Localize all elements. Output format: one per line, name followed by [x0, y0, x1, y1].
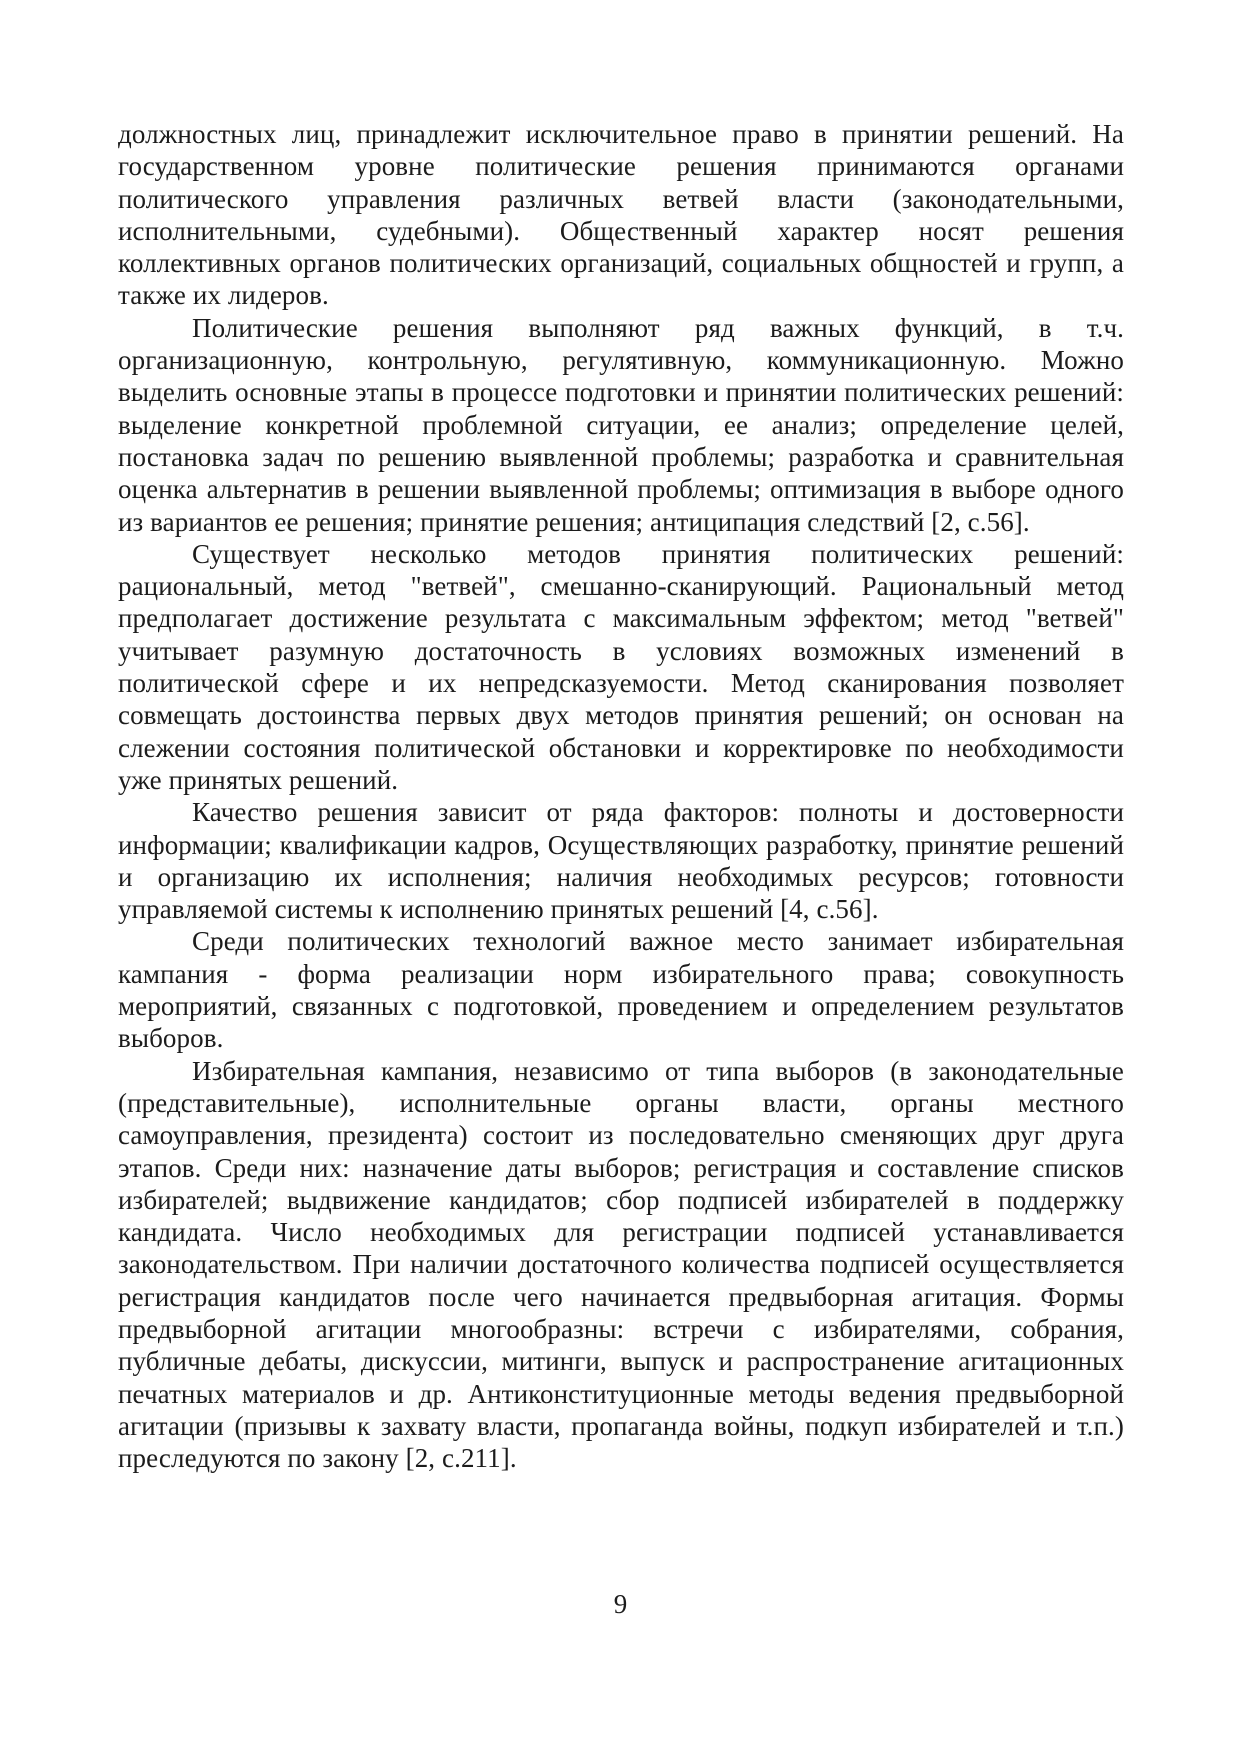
paragraph-decision-functions: Политические решения выполняют ряд важных функций, в т.ч. организационную, контрольную, регулятивную, коммуникационную. Можно выделить основные этапы в процессе подготовки и принятии политических решений: выделение конкретной проблемной ситуации, ее анализ; определение целей, постановка задач по решению выявленной проблемы; разработка и сравнительная оценка альтернатив в решении выявленной проблемы; оптимизация в выборе одного из вариантов ее решения; принятие решения; антиципация следствий [2, с.56]. [118, 312, 1124, 537]
body-text [118, 118, 1124, 1474]
paragraph-decision-methods: Существует несколько методов принятия политических решений: рациональный, метод "ветвей", смешанно-сканирующий. Рациональный метод предполагает достижение результата с максимальным эффектом; метод "ветвей" учитывает разумную достаточность в условиях возможных изменений в политической сфере и их непредсказуемости. Метод сканирования позволяет совмещать достоинства первых двух методов принятия решений; он основан на слежении состояния политической обстановки и корректировке по необходимости уже принятых решений. [118, 538, 1124, 795]
paragraph-election-campaign: Среди политических технологий важное место занимает избирательная кампания - форма реализации норм избирательного права; совокупность мероприятий, связанных с подготовкой, проведением и определением результатов выборов. [118, 926, 1124, 1054]
paragraph-campaign-stages: Избирательная кампания, независимо от типа выборов (в законодательные (представительные), исполнительные органы власти, органы местного самоуправления, президента) состоит из последовательно сменяющих друг друга этапов. Среди них: назначение даты выборов; регистрация и составление списков избирателей; выдвижение кандидатов; сбор подписей избирателей в поддержку кандидата. Число необходимых для регистрации подписей устанавливается законодательством. При наличии достаточного количества подписей осуществляется регистрация кандидатов после чего начинается предвыборная агитация. Формы предвыборной агитации многообразны: встречи с избирателями, собрания, публичные дебаты, дискуссии, митинги, выпуск и распространение агитационных печатных материалов и др. Антиконституционные методы ведения предвыборной агитации (призывы к захвату власти, пропаганда войны, подкуп избирателей и т.п.) преследуются по закону [2, с.211]. [118, 1055, 1124, 1474]
paragraph-decision-quality: Качество решения зависит от ряда факторов: полноты и достоверности информации; квалификации кадров, Осуществляющих разработку, принятие решений и организацию их исполнения; наличия необходимых ресурсов; готовности управляемой системы к исполнению принятых решений [4, с.56]. [118, 797, 1124, 925]
paragraph-continuation: должностных лиц, принадлежит исключительное право в принятии решений. На государственном уровне политические решения принимаются органами политического управления различных ветвей власти (законодательными, исполнительными, судебными). Общественный характер носят решения коллективных органов политических организаций, социальных общностей и групп, а также их лидеров. [118, 119, 1124, 311]
page-number: 9 [613, 1589, 628, 1619]
